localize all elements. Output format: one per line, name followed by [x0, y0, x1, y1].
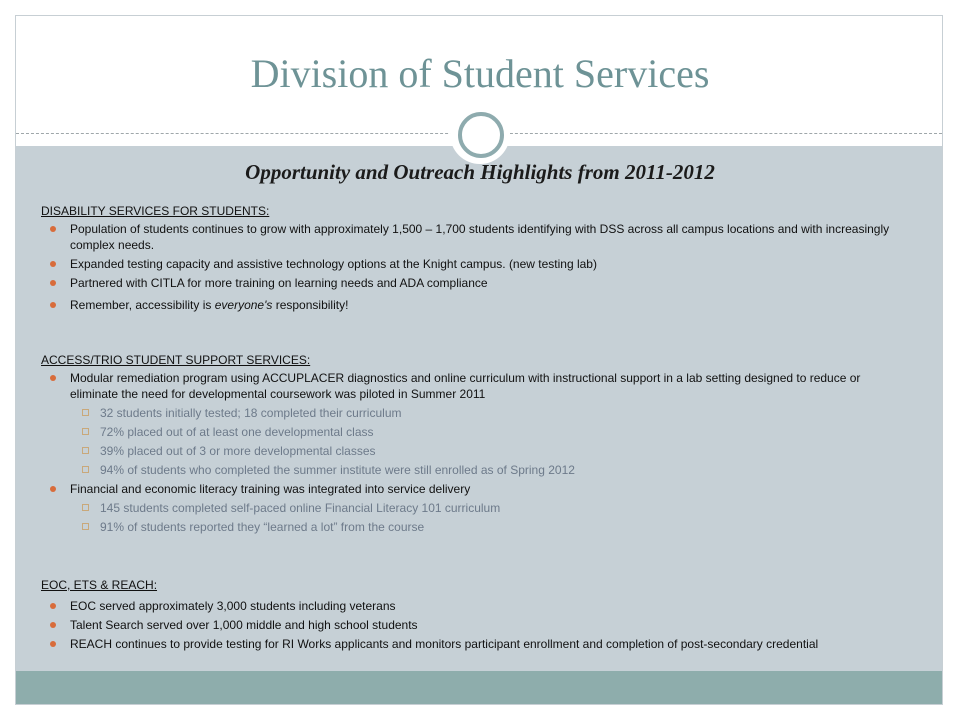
slide-subtitle: Opportunity and Outreach Highlights from 2011-2012	[245, 160, 715, 184]
bullet-dot-icon	[50, 603, 56, 609]
square-bullet-icon	[82, 504, 89, 511]
sub-list-item: 94% of students who completed the summer institute were still enrolled as of Spring 2012	[0, 462, 900, 478]
sub-list-item: 145 students completed self-paced online Financial Literacy 101 curriculum	[0, 500, 900, 516]
bullet-dot-icon	[50, 280, 56, 286]
bullet-dot-icon	[50, 261, 56, 267]
dss-heading: DISABILITY SERVICES FOR STUDENTS:	[41, 204, 270, 218]
sub-list-item: 32 students initially tested; 18 completed their curriculum	[0, 405, 900, 421]
square-bullet-icon	[82, 428, 89, 435]
list-item: Population of students continues to grow with approximately 1,500 – 1,700 students identifying with DSS across all campus locations and with increasingly complex needs.	[0, 221, 895, 253]
list-item: Partnered with CITLA for more training on learning needs and ADA compliance	[0, 275, 895, 291]
square-bullet-icon	[82, 447, 89, 454]
bullet-dot-icon	[50, 641, 56, 647]
access-heading: ACCESS/TRIO STUDENT SUPPORT SERVICES:	[41, 353, 311, 367]
bullet-dot-icon	[50, 622, 56, 628]
divider-circle-icon	[458, 112, 504, 158]
list-item: Remember, accessibility is everyone's responsibility!	[0, 297, 895, 313]
eoc-list	[0, 598, 900, 655]
square-bullet-icon	[82, 466, 89, 473]
list-item: Expanded testing capacity and assistive technology options at the Knight campus. (new testing lab)	[0, 256, 895, 272]
list-item: Financial and economic literacy training was integrated into service delivery	[0, 481, 895, 497]
dss-list	[0, 221, 900, 316]
bullet-dot-icon	[50, 226, 56, 232]
sub-list-item: 91% of students reported they “learned a lot” from the course	[0, 519, 900, 535]
sub-list-item: 39% placed out of 3 or more developmental classes	[0, 443, 900, 459]
list-item: EOC served approximately 3,000 students including veterans	[0, 598, 895, 614]
list-item: REACH continues to provide testing for RI Works applicants and monitors participant enrollment and completion of post-secondary credential	[0, 636, 895, 652]
list-item: Modular remediation program using ACCUPLACER diagnostics and online curriculum with instructional support in a lab setting designed to reduce or eliminate the need for developmental coursework was piloted in Summer 2011	[0, 370, 895, 402]
bullet-dot-icon	[50, 302, 56, 308]
eoc-heading: EOC, ETS & REACH:	[41, 578, 158, 592]
slide-title: Division of Student Services	[250, 51, 710, 96]
bullet-dot-icon	[50, 486, 56, 492]
bullet-dot-icon	[50, 375, 56, 381]
square-bullet-icon	[82, 409, 89, 416]
sub-list-item: 72% placed out of at least one developmental class	[0, 424, 900, 440]
access-list	[0, 370, 900, 538]
square-bullet-icon	[82, 523, 89, 530]
footer-band	[16, 671, 942, 704]
list-item: Talent Search served over 1,000 middle and high school students	[0, 617, 895, 633]
